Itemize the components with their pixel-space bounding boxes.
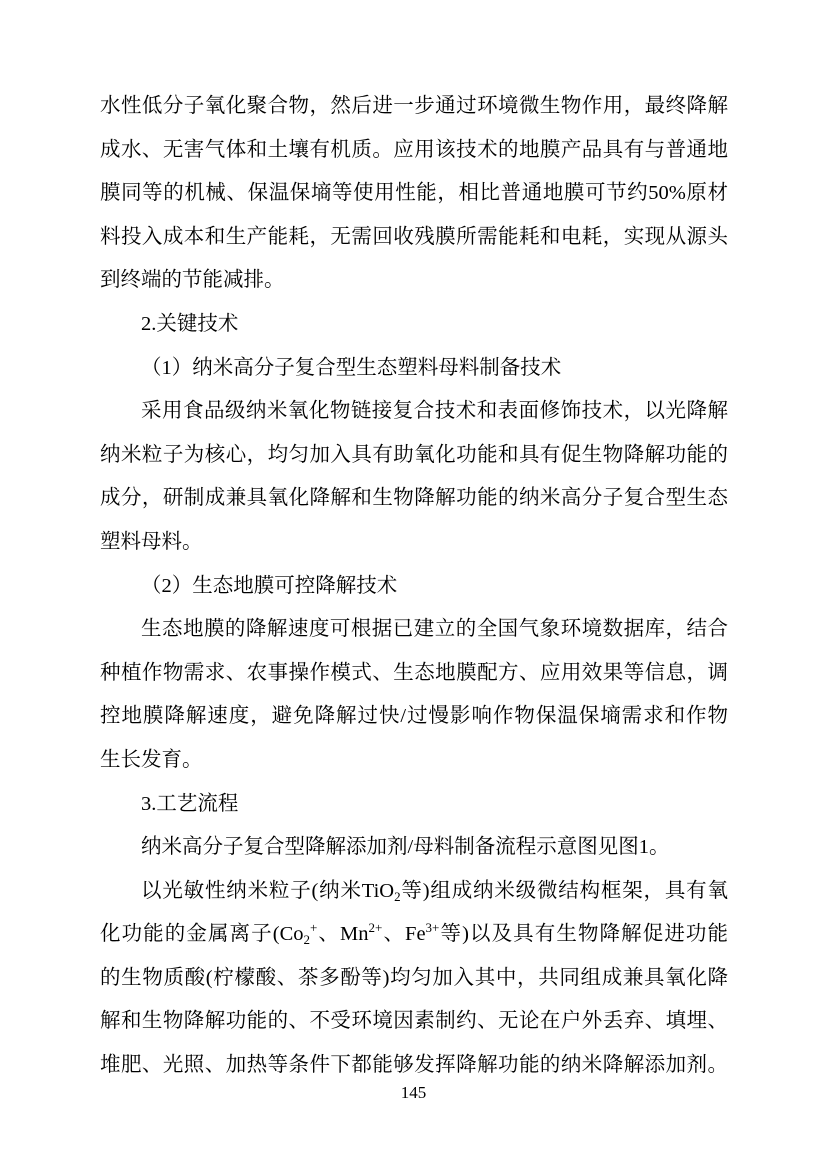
text-run: 料投入成本和生产能耗，无需回收残膜所需能耗和电耗，实现从源头: [100, 225, 728, 248]
text-line: [100, 390, 728, 434]
text-line: [100, 652, 728, 696]
text-line: [100, 608, 728, 652]
text-run: 成水、无害气体和土壤有机质。应用该技术的地膜产品具有与普通地: [100, 138, 728, 161]
text-line: [100, 303, 728, 347]
text-line: [100, 913, 728, 957]
text-run: 、Mn: [317, 923, 369, 946]
text-run: 到终端的节能减排。: [100, 269, 285, 292]
text-line: [100, 85, 728, 129]
text-run: 采用食品级纳米氧化物链接复合技术和表面修饰技术，以光降解: [141, 400, 728, 423]
text-run: 等)组成纳米级微结构框架，具有氧: [400, 879, 728, 902]
text-line: [100, 347, 728, 391]
text-run: 解和生物降解功能的、不受环境因素制约、无论在户外丢弃、填埋、: [100, 1010, 728, 1033]
text-line: [100, 739, 728, 783]
text-line: [100, 216, 728, 260]
text-line: [100, 1000, 728, 1044]
text-line: [100, 434, 728, 478]
text-run: 种植作物需求、农事操作模式、生态地膜配方、应用效果等信息，调: [100, 661, 728, 684]
text-line: [100, 826, 728, 870]
text-line: [100, 521, 728, 565]
page-body-text: [100, 85, 728, 1088]
text-line: [100, 172, 728, 216]
text-run: 等)以及具有生物降解促进功能: [439, 923, 729, 946]
text-run: 纳米高分子复合型降解添加剂/母料制备流程示意图见图1。: [141, 836, 670, 859]
text-run: 水性低分子氧化聚合物，然后进一步通过环境微生物作用，最终降解: [100, 95, 728, 117]
text-line: [100, 957, 728, 1001]
text-run: 堆肥、光照、加热等条件下都能够发挥降解功能的纳米降解添加剂。: [100, 1054, 728, 1077]
page-number: 145: [400, 1083, 427, 1102]
text-line: [100, 259, 728, 303]
text-run: （2）生态地膜可控降解技术: [141, 574, 398, 597]
text-run: 塑料母料。: [100, 530, 203, 553]
text-run: 生态地膜的降解速度可根据已建立的全国气象环境数据库，结合: [141, 618, 728, 641]
text-run: 以光敏性纳米粒子(纳米TiO: [141, 879, 395, 902]
text-line: [100, 783, 728, 827]
text-run: 纳米粒子为核心，均匀加入具有助氧化功能和具有促生物降解功能的: [100, 443, 728, 466]
text-line: [100, 129, 728, 173]
text-line: [100, 565, 728, 609]
text-run: 生长发育。: [100, 748, 203, 771]
text-line: [100, 695, 728, 739]
text-line: [100, 870, 728, 914]
subscript-text-run: 2: [394, 888, 401, 904]
text-run: 化功能的金属离子(Co: [100, 923, 304, 946]
text-run: 3.工艺流程: [141, 792, 239, 815]
text-run: 、Fe: [382, 923, 426, 946]
text-run: 控地膜降解速度，避免降解过快/过慢影响作物保温保墒需求和作物: [100, 705, 728, 728]
text-line: [100, 477, 728, 521]
supscript-text-run: 3+: [425, 920, 440, 936]
supscript-text-run: +: [310, 920, 318, 936]
subscript-text-run: 2: [303, 932, 310, 948]
text-run: （1）纳米高分子复合型生态塑料母料制备技术: [141, 356, 562, 379]
text-run: 2.关键技术: [141, 312, 239, 335]
text-run: 成分，研制成兼具氧化降解和生物降解功能的纳米高分子复合型生态: [100, 487, 728, 510]
supscript-text-run: 2+: [368, 920, 383, 936]
text-run: 膜同等的机械、保温保墒等使用性能，相比普通地膜可节约50%原材: [100, 182, 728, 205]
text-run: 的生物质酸(柠檬酸、茶多酚等)均匀加入其中，共同组成兼具氧化降: [100, 966, 728, 989]
